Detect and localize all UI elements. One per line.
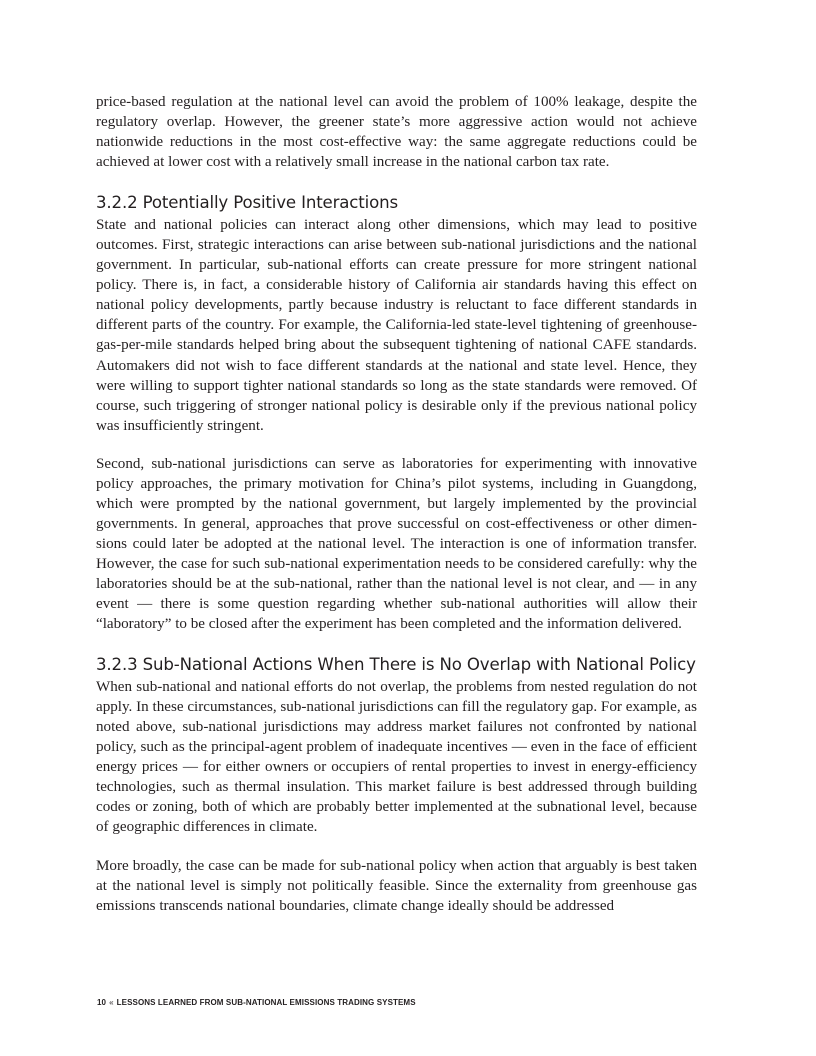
page-body: [96, 90, 697, 916]
paragraph-3-2-3-first: When sub-national and national efforts do not overlap, the problems from nested regulation do not apply. In these circumstances, sub-national jurisdictions can fill the regulatory gap. For example, as noted above, sub-national jurisdictions may address market failures not confronted by national policy, such as the principal-agent problem of inadequate incentives — even in the face of efficient energy prices — for either owners or occupiers of rental properties to invest in energy-efficiency technologies, such as thermal insulation. This market failure is best addressed through building codes or zoning, both of which are probably better implemented at the subnational level, because of geographic differences in climate.: [96, 679, 697, 836]
paragraph-3-2-2-first: State and national policies can interact along other dimensions, which may lead to positive outcomes. First, strategic interactions can arise between sub-national jurisdictions and the national government. In particular, sub-national efforts can create pressure for more stringent national policy. There is, in fact, a considerable history of California air standards having this effect on national policy developments, partly because industry is reluctant to face different standards in different parts of the country. For example, the California-led state-level tightening of greenhouse-gas-per-mile standards helped bring about the subsequent tightening of national CAFE standards. Automakers did not wish to face different standards at the national and state level. Hence, they were willing to support tighter national standards so long as the state standards were removed. Of course, such triggering of stronger national policy is desirable only if the previous national policy was insufficiently stringent.: [96, 217, 697, 434]
page-number: 10: [97, 998, 107, 1007]
running-title: LESSONS LEARNED FROM SUB-NATIONAL EMISSIONS TRADING SYSTEMS: [116, 998, 416, 1007]
section-heading-3-2-2: 3.2.2 Potentially Positive Interactions: [96, 193, 398, 213]
section-heading-3-2-3: 3.2.3 Sub-National Actions When There is No Overlap with National Policy: [96, 655, 696, 675]
footer-separator: «: [109, 998, 114, 1007]
page-footer: [97, 998, 416, 1007]
paragraph-3-2-3-second: More broadly, the case can be made for sub-national policy when action that arguably is best taken at the national level is simply not politically feasible. Since the externality from greenhouse gas emissions transcends national boundaries, climate change ideally should be addressed: [96, 857, 697, 914]
paragraph-intro: price-based regulation at the national level can avoid the problem of 100% leakage, despite the regulatory overlap. However, the greener state’s more aggressive action would not achieve nationwide reductions in the most cost-effective way: the same aggregate reductions could be achieved at lower cost with a relatively small increase in the national carbon tax rate.: [96, 94, 697, 171]
paragraph-3-2-2-second: Second, sub-national jurisdictions can serve as laboratories for experimenting with innovative policy approaches, the primary motivation for China’s pilot systems, including in Guangdong, which were prompted by the national government, but largely implemented by the provincial governments. In general, approaches that prove successful on cost-effectiveness or other dimensions could later be adopted at the national level. The interaction is one of information transfer. However, the case for such sub-national experimentation needs to be considered carefully: why the laboratories should be at the sub-national, rather than the national level is not clear, and — in any event — there is some question regarding whether sub-national authorities will allow their “laboratory” to be closed after the experiment has been completed and the information delivered.: [96, 455, 697, 633]
